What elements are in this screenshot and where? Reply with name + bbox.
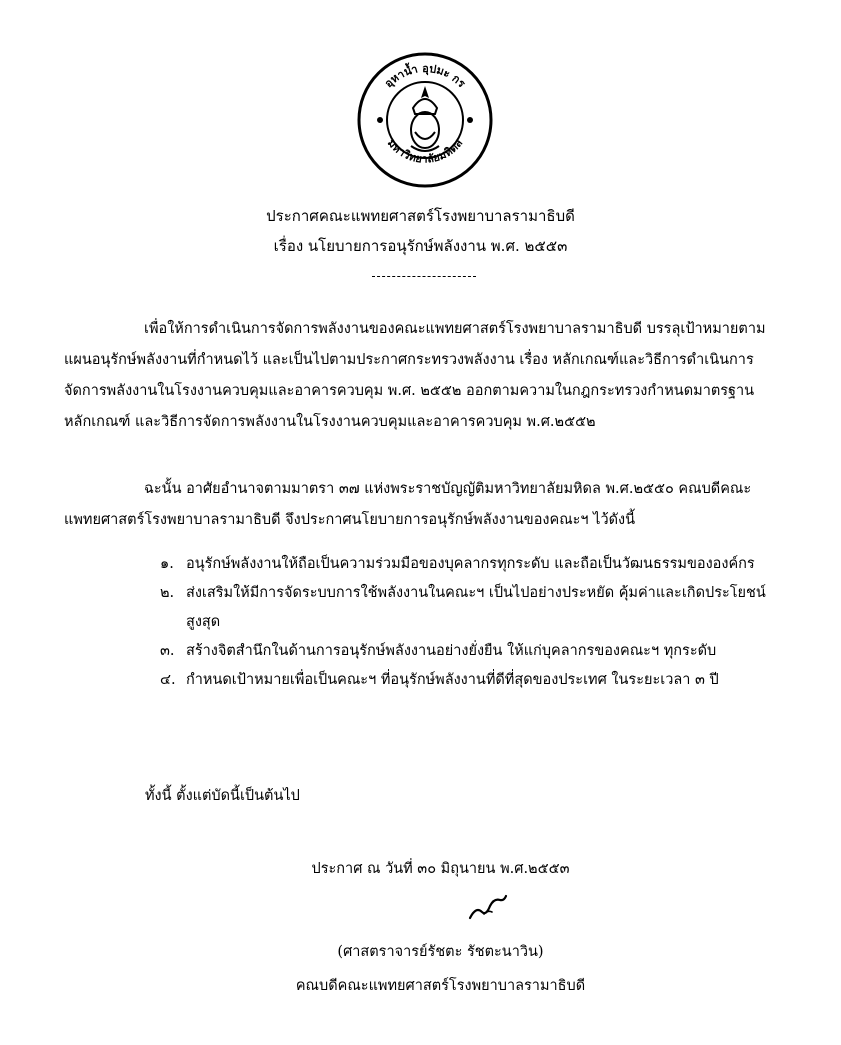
list-item-number: ๒. [160, 585, 175, 601]
list-item [160, 637, 780, 666]
signer-title: คณบดีคณะแพทยศาสตร์โรงพยาบาลรามาธิบดี [295, 978, 586, 994]
university-seal-icon [355, 50, 495, 190]
policy-list [160, 550, 780, 695]
signer-name: (ศาสตราจารย์รัชตะ รัชตะนาวิน) [337, 944, 544, 960]
list-item-text: กำหนดเป้าหมายเพื่อเป็นคณะฯ ที่อนุรักษ์พลังงานที่ดีที่สุดของประเทศ ในระยะเวลา ๓ ปี [186, 672, 719, 688]
handwritten-signature-icon [466, 892, 510, 922]
intro-paragraph [64, 314, 784, 438]
authority-paragraph-text: ฉะนั้น อาศัยอำนาจตามมาตรา ๓๗ แห่งพระราชบัญญัติมหาวิทยาลัยมหิดล พ.ศ.๒๕๕๐ คณบดีคณะแพทยศาสตร์โรงพยาบาลรามาธิบดี จึงประกาศนโยบายการอนุรักษ์พลังงานของคณะฯ ไว้ดังนี้ [64, 481, 752, 528]
list-item-text: อนุรักษ์พลังงานให้ถือเป็นความร่วมมือของบุคลากรทุกระดับ และถือเป็นวัฒนธรรมขององค์กร [186, 556, 755, 572]
intro-paragraph-text: เพื่อให้การดำเนินการจัดการพลังงานของคณะแพทยศาสตร์โรงพยาบาลรามาธิบดี บรรลุเป้าหมายตามแผนอนุรักษ์พลังงานที่กำหนดไว้ และเป็นไปตามประกาศกระทรวงพลังงาน เรื่อง หลักเกณฑ์และวิธีการดำเนินการจัดการพลังงานในโรงงานควบคุมและอาคารควบคุม พ.ศ. ๒๕๕๒ ออกตามความในกฎกระทรวงกำหนดมาตรฐาน หลักเกณฑ์ และวิธีการจัดการพลังงานในโรงงานควบคุมและอาคารควบคุม พ.ศ.๒๕๕๒ [64, 321, 766, 430]
seal-upper-text: อุหาน้ำ อุปมะ กร [382, 61, 468, 91]
list-item-number: ๑. [160, 556, 174, 572]
list-item-text: ส่งเสริมให้มีการจัดระบบการใช้พลังงานในคณะฯ เป็นไปอย่างประหยัด คุ้มค่าและเกิดประโยชน์สูงสุด [186, 585, 766, 630]
list-item-text: สร้างจิตสำนึกในด้านการอนุรักษ์พลังงานอย่างยั่งยืน ให้แก่บุคลากรของคณะฯ ทุกระดับ [186, 643, 717, 659]
list-item [160, 550, 780, 579]
dashed-divider [372, 276, 476, 277]
list-item-number: ๔. [160, 672, 176, 688]
announcement-subject: เรื่อง นโยบายการอนุรักษ์พลังงาน พ.ศ. ๒๕๕๓ [273, 237, 568, 255]
authority-paragraph [64, 474, 784, 536]
closing-statement: ทั้งนี้ ตั้งแต่บัดนี้เป็นต้นไป [145, 788, 300, 804]
list-item [160, 666, 780, 695]
list-item-number: ๓. [160, 643, 175, 659]
list-item [160, 579, 780, 637]
announcement-date: ประกาศ ณ วันที่ ๓๐ มิถุนายน พ.ศ.๒๕๕๓ [311, 861, 570, 877]
announcement-title: ประกาศคณะแพทยศาสตร์โรงพยาบาลรามาธิบดี [266, 207, 575, 225]
seal-lower-text: มหาวิทยาลัยมหิดล [384, 136, 466, 166]
